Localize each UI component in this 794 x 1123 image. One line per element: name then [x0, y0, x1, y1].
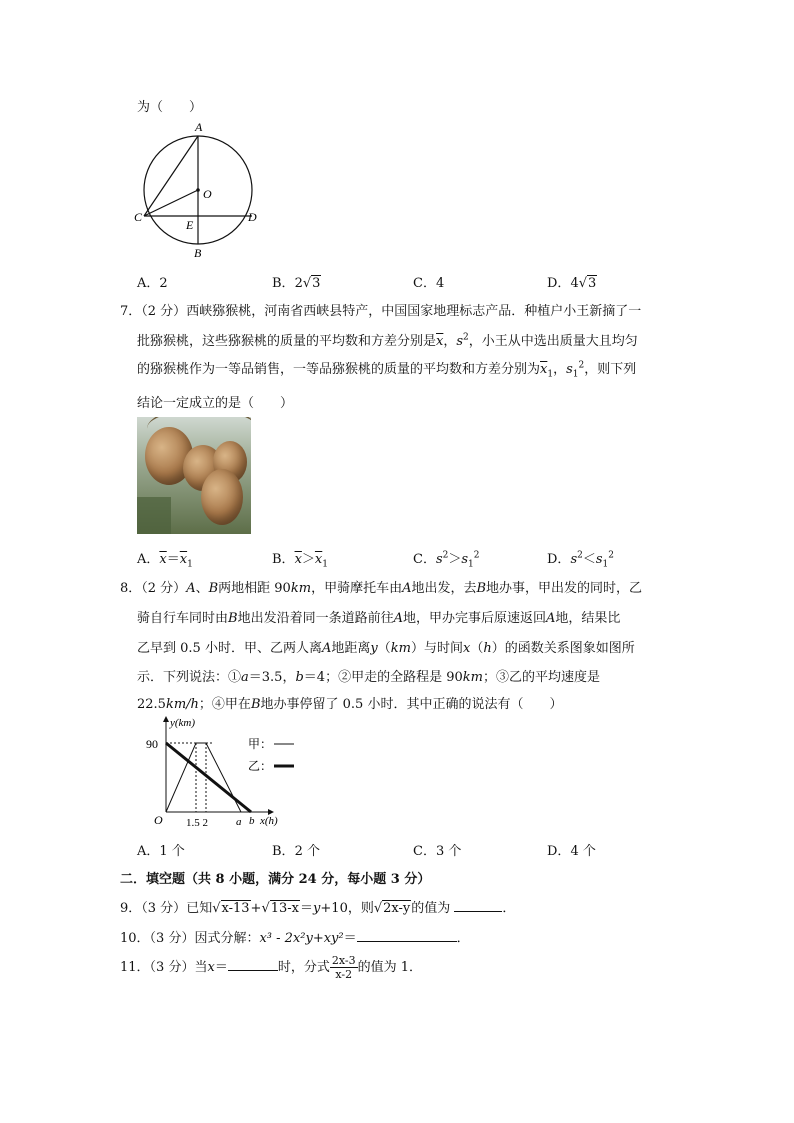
q8-line-5: 22.5km/h；④甲在B地办事停留了 0.5 小时．其中正确的说法有（ ）	[137, 697, 563, 712]
q8-line-3: 乙早到 0.5 小时．甲、乙两人离A地距离y（km）与时间x（h）的函数关系图象如图所	[137, 641, 635, 656]
option-value: 4	[435, 276, 445, 291]
q8-option-c[interactable]: C．3 个	[413, 844, 462, 859]
q7-option-a[interactable]: A．$\overline{x}=\overline{x}_1$	[137, 552, 193, 570]
kiwi-photo	[137, 417, 251, 534]
option-letter: C．	[413, 276, 436, 291]
label-B: B	[194, 246, 202, 260]
q6-tail-text: 为（ ）	[137, 100, 203, 115]
q8-line-1: 8．（2 分）A、B两地相距 90km，甲骑摩托车由A地出发，去B地办事，甲出发的同时，乙	[120, 581, 643, 596]
q6-circle-figure	[128, 118, 268, 263]
graph-x-label: x(h)	[260, 815, 278, 827]
q11-line: 11．（3 分）当x＝ 时，分式 $\frac{2x-3}{x-2}$ 的值为 1．	[120, 954, 422, 981]
graph-y-tick-90: 90	[146, 737, 158, 751]
q6-option-a[interactable]	[137, 272, 168, 291]
section-2-title: 二．填空题（共 8 小题，满分 24 分，每小题 3 分）	[120, 872, 431, 887]
option-letter: A．	[137, 276, 160, 291]
q11-answer-blank[interactable]	[228, 970, 278, 971]
option-radicand: 3	[588, 276, 597, 291]
q10-answer-blank[interactable]	[357, 941, 457, 942]
option-letter: D．	[547, 276, 571, 291]
legend-yi: 乙：	[248, 759, 273, 773]
q7-option-c[interactable]: C．$s^2>s_1^2$	[413, 550, 480, 570]
q6-option-b[interactable]: B．2√3	[272, 276, 321, 291]
q7-line-4: 结论一定成立的是（ ）	[137, 396, 294, 411]
q7-line-2: 批猕猴桃，这些猕猴桃的质量的平均数和方差分别是$\overline{x}$，$s^2$，小王从中选出质量大且均匀	[137, 332, 638, 349]
label-D: D	[248, 210, 257, 224]
q8-distance-time-graph	[130, 712, 305, 832]
legend-jia: 甲：	[248, 737, 273, 751]
q6-option-c[interactable]	[413, 272, 444, 291]
q8-option-b[interactable]: B．2 个	[272, 844, 320, 859]
graph-y-label: y(km)	[170, 717, 196, 729]
q9-answer-blank[interactable]	[454, 911, 502, 912]
graph-origin: O	[154, 813, 163, 827]
option-coefficient: 2	[294, 276, 303, 291]
label-A: A	[195, 120, 203, 134]
q7-option-b[interactable]: B．$\overline{x}>\overline{x}_1$	[272, 552, 328, 570]
q8-line-4: 示．下列说法：①a＝3.5，b＝4；②甲走的全路程是 90km；③乙的平均速度是	[137, 670, 600, 685]
q8-option-a[interactable]: A．1 个	[137, 844, 185, 859]
label-O: O	[203, 187, 212, 201]
graph-a: a	[236, 816, 242, 828]
q8-line-2: 骑自行车同时由B地出发沿着同一条道路前往A地，甲办完事后原速返回A地，结果比	[137, 611, 621, 626]
q9-line: 9．（3 分）已知√x-13+√13-x＝y+10，则√2x-y的值为 ．	[120, 901, 516, 916]
q8-option-d[interactable]: D．4 个	[547, 844, 596, 859]
graph-b: b	[249, 815, 255, 827]
q11-fraction: $\frac{2x-3}{x-2}$	[331, 954, 356, 981]
q7-option-d[interactable]: D．$s^2<s_1^2$	[547, 550, 614, 570]
q10-line: 10．（3 分）因式分解：x³ - 2x²y+xy²＝ ．	[120, 931, 470, 946]
graph-x-ticks: 1.5 2	[186, 817, 208, 829]
label-E: E	[186, 218, 194, 232]
option-value: 2	[159, 276, 168, 291]
q6-option-d[interactable]: D．4√3	[547, 276, 597, 291]
option-letter: B．	[272, 276, 295, 291]
q7-line-3: 的猕猴桃作为一等品销售，一等品猕猴桃的质量的平均数和方差分别为$\overline{x}_1$，$s_1^2$，则下列	[137, 360, 637, 380]
option-radicand: 3	[312, 276, 321, 291]
q7-line-1: 7．（2 分）西峡猕猴桃，河南省西峡县特产，中国国家地理标志产品．种植户小王新摘了一	[120, 304, 642, 319]
option-coefficient: 4	[570, 276, 579, 291]
label-C: C	[134, 210, 143, 224]
